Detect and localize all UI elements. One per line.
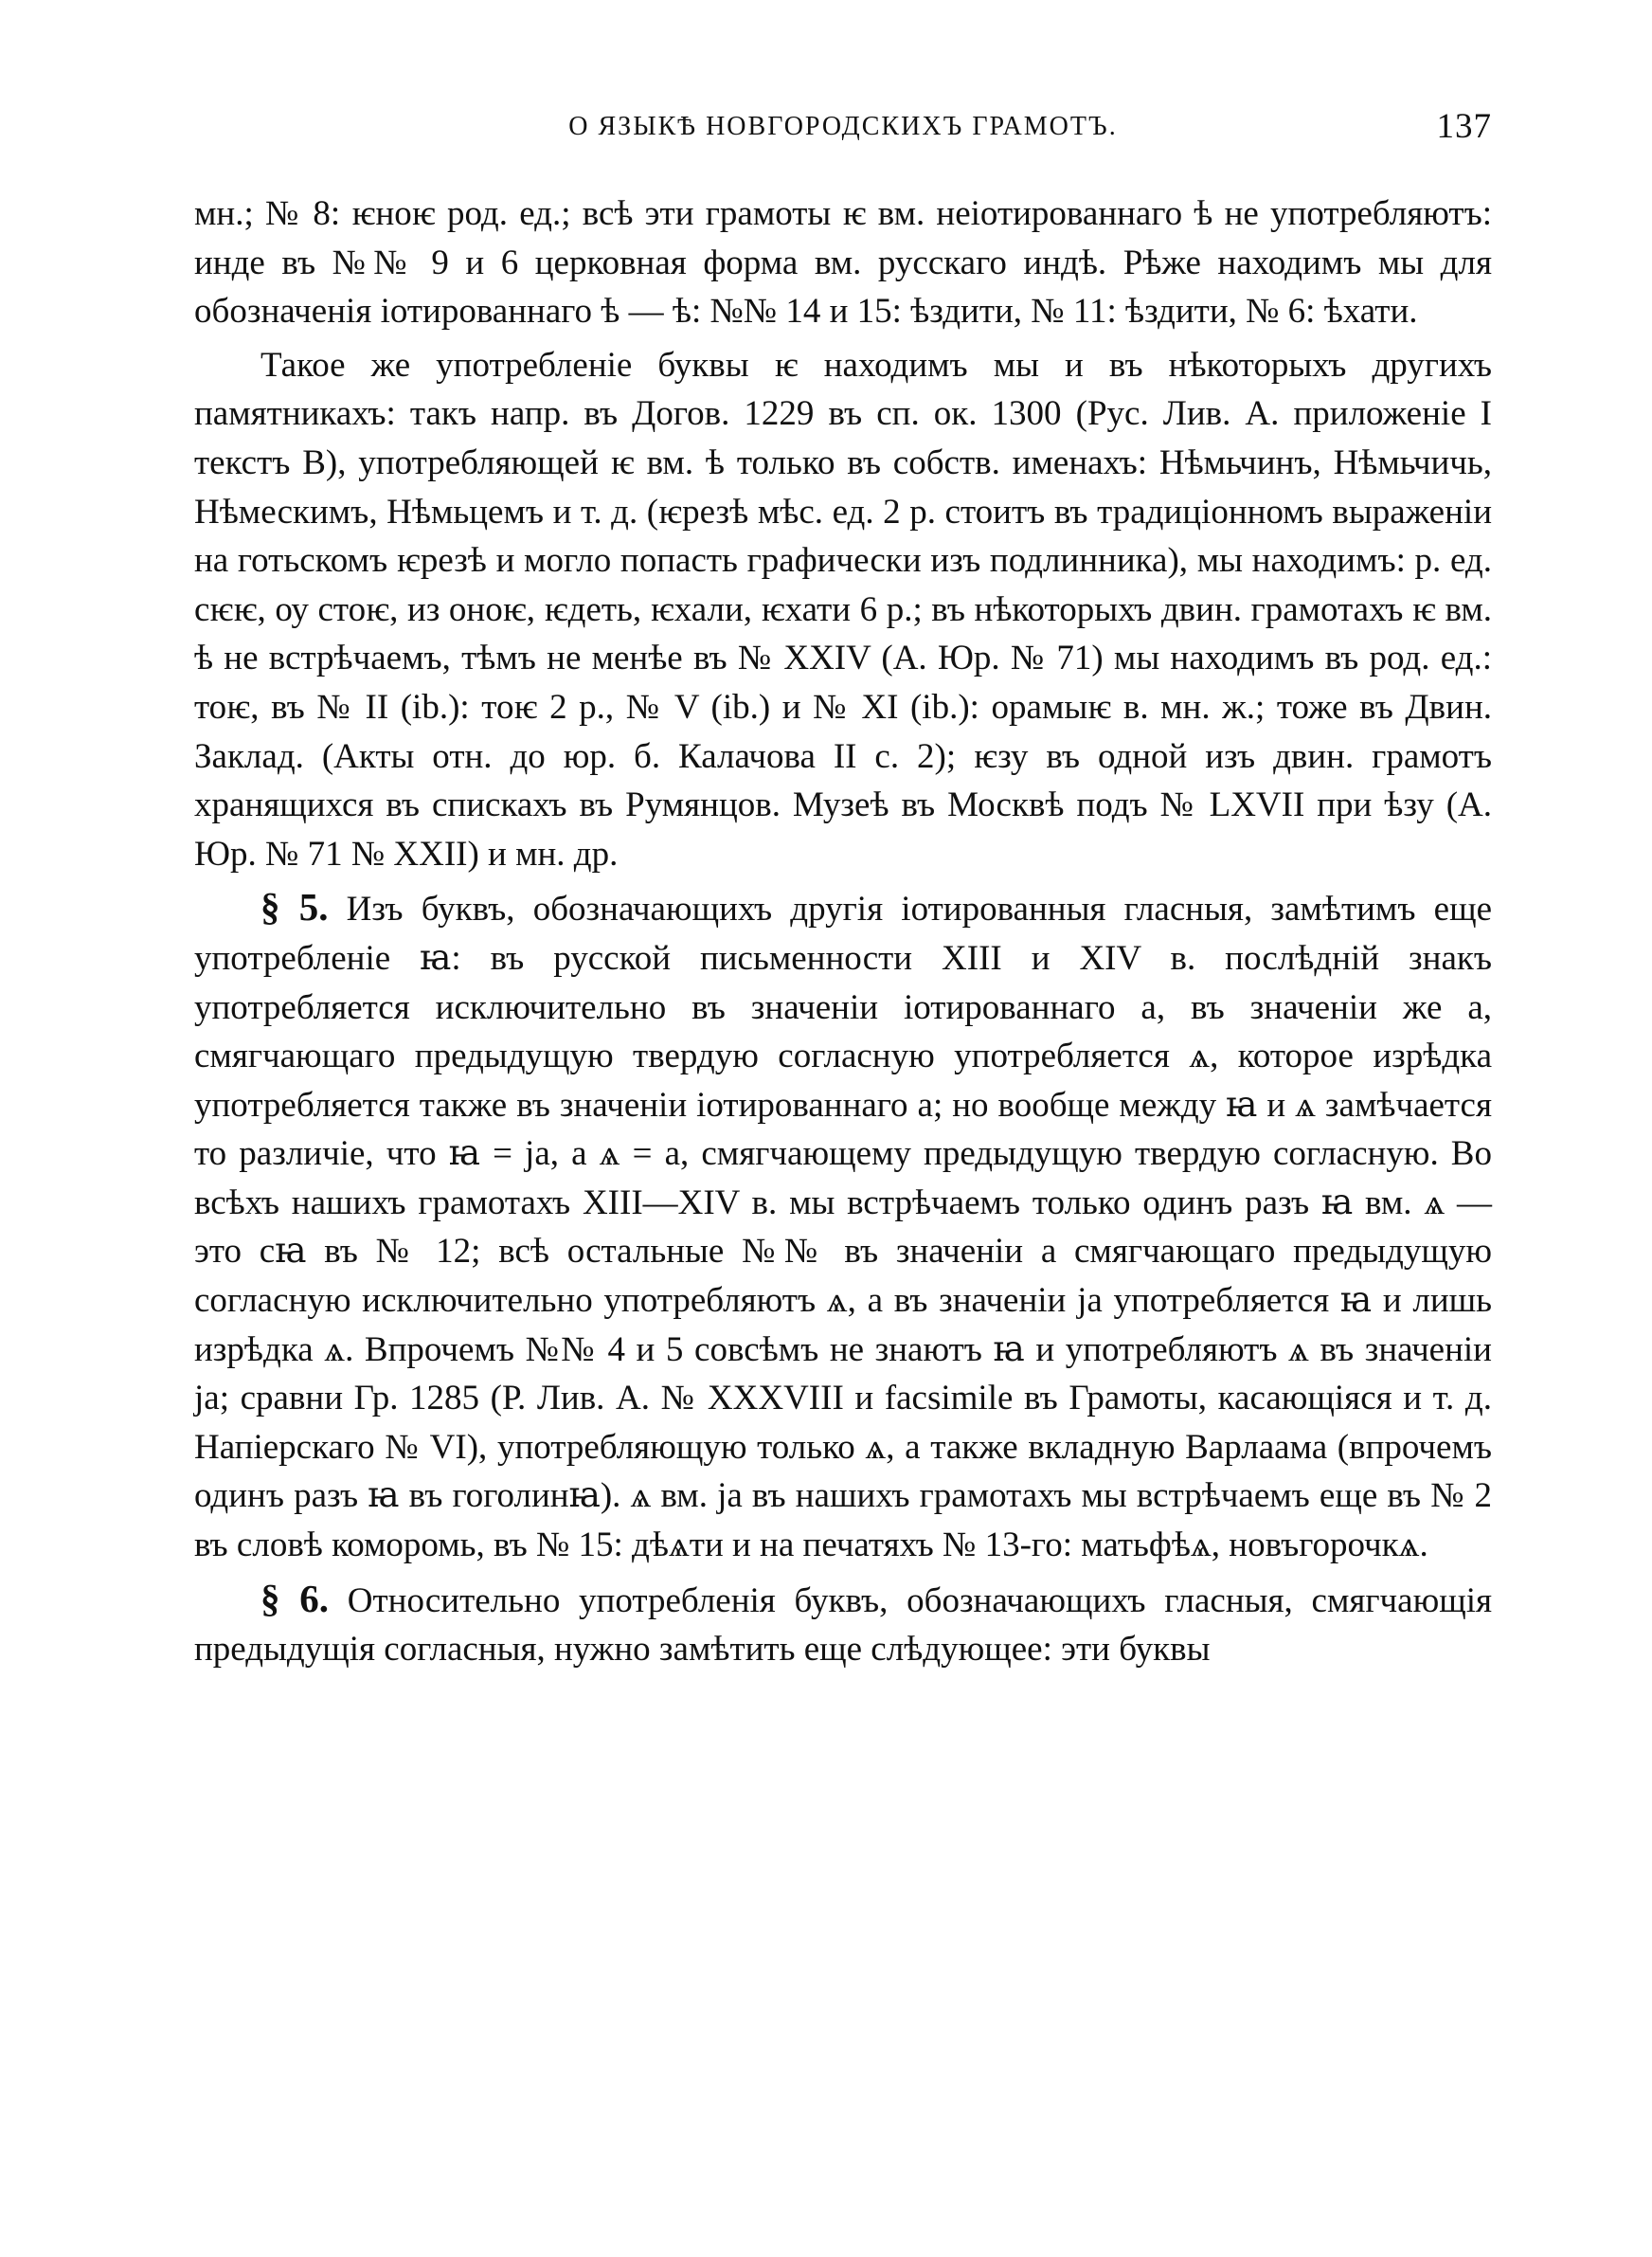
page-number: 137 (1436, 107, 1492, 146)
section-6-paragraph (194, 1575, 1492, 1674)
body-text (194, 190, 1492, 1674)
section-marker: § 6. (260, 1576, 329, 1620)
section-5-paragraph (194, 883, 1492, 1569)
paragraph: Такое же употребленіе буквы ѥ находимъ мы и въ нѣкоторыхъ другихъ памятникахъ: такъ напр. въ Догов. 1229 въ сп. ок. 1300 (Рус. Лив. А. приложеніе I текстъ В), употребляющей ѥ вм. ѣ только въ собств. именахъ: Нѣмьчинъ, Нѣмьчичь, Нѣмескимъ, Нѣмьцемъ и т. д. (ѥрезѣ мѣс. ед. 2 р. стоитъ въ традиціонномъ выраженіи на готьскомъ ѥрезѣ и могло попасть графически изъ подлинника), мы находимъ: р. ед. сѥѥ, оу стоѥ, из оноѥ, ѥдеть, ѥхали, ѥхати 6 р.; въ нѣкоторыхъ двин. грамотахъ ѥ вм. ѣ не встрѣчаемъ, тѣмъ не менѣе въ № XXIV (А. Юр. № 71) мы находимъ въ род. ед.: тоѥ, въ № II (ib.): тоѥ 2 р., № V (ib.) и № XI (ib.): орамыѥ в. мн. ж.; тоже въ Двин. Заклад. (Акты отн. до юр. б. Калачова II с. 2); ѥзу въ одной изъ двин. грамотъ хранящихся въ спискахъ въ Румянцов. Музеѣ въ Москвѣ подъ № LXVII при ѣзу (А. Юр. № 71 № XXII) и мн. др. (194, 345, 1492, 874)
section-marker: § 5. (260, 885, 329, 930)
running-head (194, 106, 1492, 153)
paragraph-text: Относительно употребленія буквъ, обозначающихъ гласныя, смягчающія предыдущія согласныя, нужно замѣтить еще слѣдующее: эти буквы (194, 1580, 1493, 1670)
paragraph-text: Изъ буквъ, обозначающихъ другія іотированныя гласныя, замѣтимъ еще употребленіе ꙗ: въ русской письменности XIII и XIV в. послѣдній знакъ употребляется исключительно въ значеніи іотированнаго а, въ значеніи же а, смягчающаго предыдущую твердую согласную употребляется ѧ, которое изрѣдка употребляется также въ значеніи іотированнаго а; но вообще между ꙗ и ѧ замѣчается то различіе, что ꙗ = ja, а ѧ = а, смягчающему предыдущую твердую согласную. Во всѣхъ нашихъ грамотахъ XIII—XIV в. мы встрѣчаемъ только одинъ разъ ꙗ вм. ѧ — это сꙗ въ № 12; всѣ остальные №№ въ значеніи а смягчающаго предыдущую согласную исключительно употребляютъ ѧ, а въ значеніи ja употребляется ꙗ и лишь изрѣдка ѧ. Впрочемъ №№ 4 и 5 совсѣмъ не знаютъ ꙗ и употребляютъ ѧ въ значеніи ja; сравни Гр. 1285 (Р. Лив. А. № XXXVIII и facsimile въ Грамоты, касающіяся и т. д. Напіерскаго № VI), употребляющую только ѧ, а также вкладную Варлаама (впрочемъ одинъ разъ ꙗ въ гоголинꙗ). ѧ вм. ja въ нашихъ грамотахъ мы встрѣчаемъ еще въ № 2 въ словѣ коморомь, въ № 15: дѣѧти и на печатяхъ № 13-го: матьфѣѧ, новъгорочкѧ. (194, 890, 1492, 1565)
page-title: О ЯЗЫКѢ НОВГОРОДСКИХЪ ГРАМОТЪ. (568, 112, 1118, 141)
paragraph: мн.; № 8: ѥноѥ род. ед.; всѣ эти грамоты ѥ вм. неіотированнаго ѣ не употребляютъ: инде въ №№ 9 и 6 церковная форма вм. русскаго индѣ. Рѣже находимъ мы для обозначенія іотированнаго ѣ — ѣ: №№ 14 и 15: ѣздити, № 11: ѣздити, № 6: ѣхати. (194, 194, 1492, 332)
